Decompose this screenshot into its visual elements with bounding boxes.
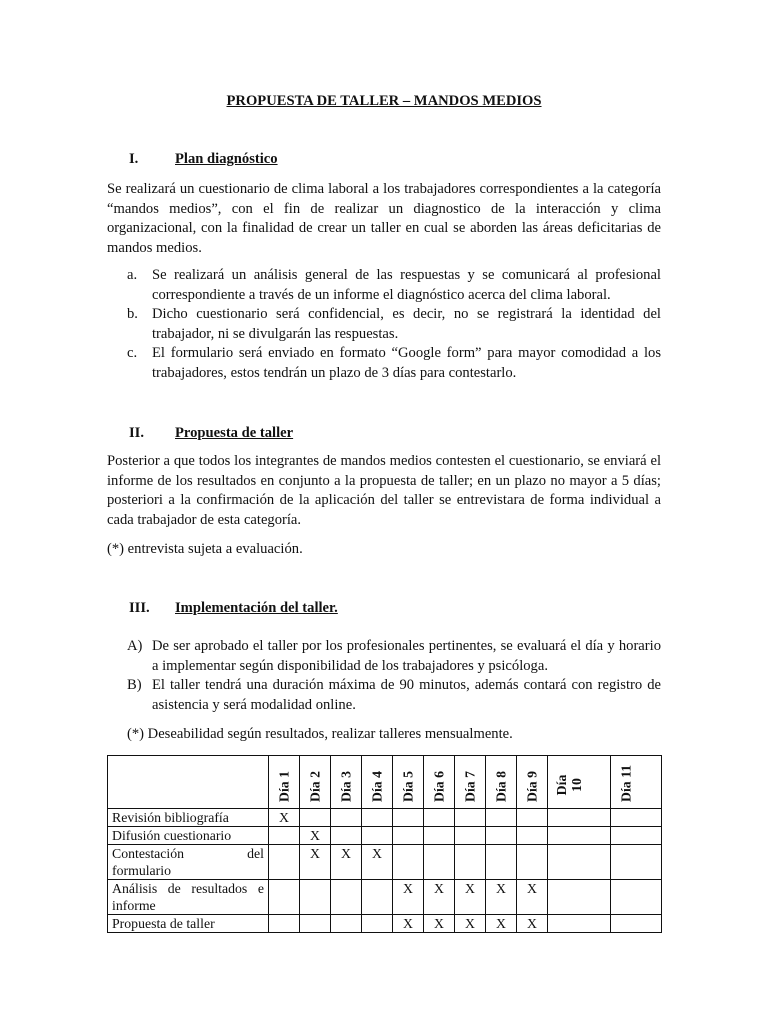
day-empty-cell	[548, 915, 611, 933]
day-header: Día 5	[393, 756, 424, 809]
day-empty-cell	[548, 827, 611, 845]
day-empty-cell	[548, 880, 611, 915]
list-marker: A)	[127, 638, 143, 654]
day-empty-cell	[486, 827, 517, 845]
list-marker: c.	[127, 345, 138, 362]
day-header: Día 10	[548, 756, 611, 809]
schedule-header-row	[108, 756, 662, 809]
day-header: Día 2	[300, 756, 331, 809]
day-empty-cell	[269, 880, 300, 915]
section-1-number: I.	[129, 151, 139, 167]
activity-cell: Contestación del formulario	[108, 845, 269, 880]
list-marker: B)	[127, 677, 142, 694]
section-3-heading	[129, 599, 338, 619]
day-mark-cell: X	[455, 915, 486, 933]
list-item-text: Dicho cuestionario será confidencial, es decir, no se registrará la identidad del trabajador, ni se divulgarán las respuestas.	[152, 306, 661, 342]
list-item	[127, 676, 661, 715]
day-header: Día 1	[269, 756, 300, 809]
day-mark-cell: X	[455, 880, 486, 915]
activity-cell: Difusión cuestionario	[108, 827, 269, 845]
day-mark-cell: X	[424, 880, 455, 915]
day-empty-cell	[300, 915, 331, 933]
day-mark-cell: X	[486, 915, 517, 933]
day-empty-cell	[331, 915, 362, 933]
day-empty-cell	[393, 809, 424, 827]
day-empty-cell	[269, 845, 300, 880]
day-header: Día 4	[362, 756, 393, 809]
list-item	[127, 266, 661, 305]
section-2-number: II.	[129, 425, 145, 441]
section-1-heading	[129, 150, 278, 170]
section-3-title: Implementación del taller.	[175, 600, 338, 616]
day-empty-cell	[362, 827, 393, 845]
list-item	[127, 344, 661, 383]
activity-cell: Revisión bibliografía	[108, 809, 269, 827]
list-item-text: El formulario será enviado en formato “Google form” para mayor comodidad a los trabajadores, estos tendrán un plazo de 3 días para contestarlo.	[152, 345, 661, 381]
day-empty-cell	[269, 915, 300, 933]
day-empty-cell	[362, 809, 393, 827]
schedule-table	[107, 755, 662, 933]
section-3-number: III.	[129, 600, 150, 616]
section-3-list	[127, 637, 661, 715]
section-2-title: Propuesta de taller	[175, 425, 294, 441]
day-empty-cell	[611, 809, 662, 827]
day-empty-cell	[424, 809, 455, 827]
day-empty-cell	[300, 809, 331, 827]
list-marker: b.	[127, 306, 138, 323]
day-empty-cell	[269, 827, 300, 845]
day-empty-cell	[331, 827, 362, 845]
day-empty-cell	[455, 809, 486, 827]
day-empty-cell	[424, 845, 455, 880]
day-empty-cell	[486, 845, 517, 880]
day-header: Día 6	[424, 756, 455, 809]
day-header: Día 3	[331, 756, 362, 809]
activity-cell: Propuesta de taller	[108, 915, 269, 933]
list-item-text: De ser aprobado el taller por los profesionales pertinentes, se evaluará el día y horario a implementar según disponibilidad de los trabajadores y psicóloga.	[152, 638, 661, 674]
day-mark-cell: X	[300, 845, 331, 880]
schedule-corner-cell	[108, 756, 269, 809]
day-empty-cell	[486, 809, 517, 827]
list-item-text: El taller tendrá una duración máxima de 90 minutos, además contará con registro de asistencia y será modalidad online.	[152, 677, 661, 713]
section-2-note: (*) entrevista sujeta a evaluación.	[107, 541, 303, 557]
day-empty-cell	[393, 845, 424, 880]
day-empty-cell	[611, 880, 662, 915]
day-empty-cell	[611, 845, 662, 880]
section-1-title: Plan diagnóstico	[175, 151, 278, 167]
schedule-row	[108, 915, 662, 933]
day-empty-cell	[424, 827, 455, 845]
day-empty-cell	[611, 827, 662, 845]
schedule-row	[108, 809, 662, 827]
day-mark-cell: X	[517, 915, 548, 933]
list-marker: a.	[127, 267, 138, 283]
day-empty-cell	[362, 915, 393, 933]
day-header: Día 11	[611, 756, 662, 809]
day-empty-cell	[362, 880, 393, 915]
section-2-heading	[129, 424, 293, 444]
list-item-text: Se realizará un análisis general de las respuestas y se comunicará al profesional correspondiente a través de un informe el diagnóstico acerca del clima laboral.	[152, 267, 661, 303]
day-empty-cell	[331, 809, 362, 827]
day-empty-cell	[517, 827, 548, 845]
list-item	[127, 305, 661, 344]
day-header: Día 9	[517, 756, 548, 809]
day-mark-cell: X	[331, 845, 362, 880]
day-header: Día 8	[486, 756, 517, 809]
schedule-row	[108, 845, 662, 880]
day-empty-cell	[548, 809, 611, 827]
day-mark-cell: X	[486, 880, 517, 915]
section-3-note: (*) Deseabilidad según resultados, realizar talleres mensualmente.	[127, 726, 513, 742]
section-2-paragraph: Posterior a que todos los integrantes de mandos medios contesten el cuestionario, se enviará el informe de los resultados en conjunto a la propuesta de taller; en un plazo no mayor a 5 días; posteriori a la confirmación de la aplicación del taller se entrevistara de forma individual a cada trabajador de esta categoría.	[107, 453, 661, 528]
day-mark-cell: X	[269, 809, 300, 827]
day-mark-cell: X	[362, 845, 393, 880]
day-header: Día 7	[455, 756, 486, 809]
day-empty-cell	[548, 845, 611, 880]
day-empty-cell	[455, 827, 486, 845]
day-empty-cell	[517, 845, 548, 880]
schedule-row	[108, 827, 662, 845]
day-empty-cell	[331, 880, 362, 915]
day-mark-cell: X	[424, 915, 455, 933]
day-mark-cell: X	[517, 880, 548, 915]
day-empty-cell	[393, 827, 424, 845]
activity-cell: Análisis de resultados e informe	[108, 880, 269, 915]
day-mark-cell: X	[300, 827, 331, 845]
section-1-paragraph: Se realizará un cuestionario de clima laboral a los trabajadores correspondientes a la categoría “mandos medios”, con el fin de realizar un diagnostico de la interacción y clima organizacional, con la finalidad de crear un taller en cual se aborden las áreas deficitarias de mandos medios.	[107, 181, 661, 256]
day-mark-cell: X	[393, 880, 424, 915]
schedule-row	[108, 880, 662, 915]
day-empty-cell	[300, 880, 331, 915]
document-title: PROPUESTA DE TALLER – MANDOS MEDIOS	[226, 93, 542, 109]
day-mark-cell: X	[393, 915, 424, 933]
day-empty-cell	[611, 915, 662, 933]
day-empty-cell	[517, 809, 548, 827]
section-1-list	[127, 266, 661, 384]
list-item	[127, 637, 661, 676]
day-empty-cell	[455, 845, 486, 880]
